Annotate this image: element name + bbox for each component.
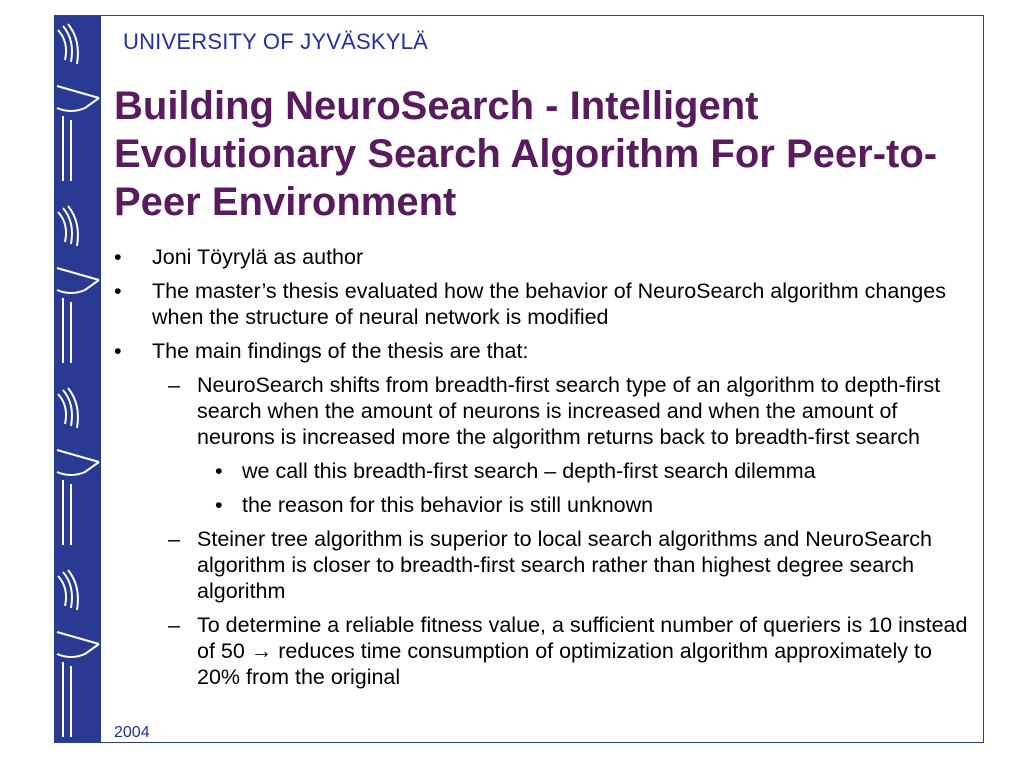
dash-marker: – [168,373,180,397]
finding-text: To determine a reliable fitness value, a sufficient number of queriers is 10 instead of 50 → reduces time consumption of optimization algorithm approximately to 20% from the original [197,613,968,689]
bullet-marker: • [114,245,122,269]
bullet-marker: • [114,339,122,363]
dash-marker: – [168,527,180,551]
finding-text: Steiner tree algorithm is superior to local search algorithms and NeuroSearch algorithm is closer to breadth-first search rather than highest degree search algorithm [197,527,932,603]
bullet-marker: • [215,493,223,517]
bullet-text: Joni Töyrylä as author [152,245,364,269]
bullet-text: The main findings of the thesis are that: [152,339,529,363]
finding-item [114,526,974,604]
finding-text: NeuroSearch shifts from breadth-first search type of an algorithm to depth-first search when the amount of neurons is increased and when the amount of neurons is increased more the algorithm returns back to breadth-first search [197,373,941,449]
decorative-side-band [55,16,101,742]
bullet-item [114,244,974,270]
university-header: UNIVERSITY OF JYVÄSKYLÄ [123,29,428,54]
finding-item [114,372,974,450]
bullet-text: The master’s thesis evaluated how the behavior of NeuroSearch algorithm changes when the structure of neural network is modified [152,279,946,329]
sub-finding-item [114,492,974,518]
slide-title: Building NeuroSearch - Intelligent Evolutionary Search Algorithm For Peer-to-Peer Environment [114,84,938,224]
footer-year: 2004 [114,724,150,741]
sub-finding-text: the reason for this behavior is still unknown [242,493,654,517]
sub-finding-text: we call this breadth-first search – depth-first search dilemma [242,459,816,483]
sub-finding-item [114,458,974,484]
university-torch-emblem-icon [55,16,101,742]
bullet-item [114,338,974,364]
dash-marker: – [168,613,180,637]
bullet-marker: • [215,459,223,483]
bullet-item [114,278,974,330]
finding-item [114,612,974,690]
bullet-marker: • [114,279,122,303]
slide-body [114,244,974,698]
